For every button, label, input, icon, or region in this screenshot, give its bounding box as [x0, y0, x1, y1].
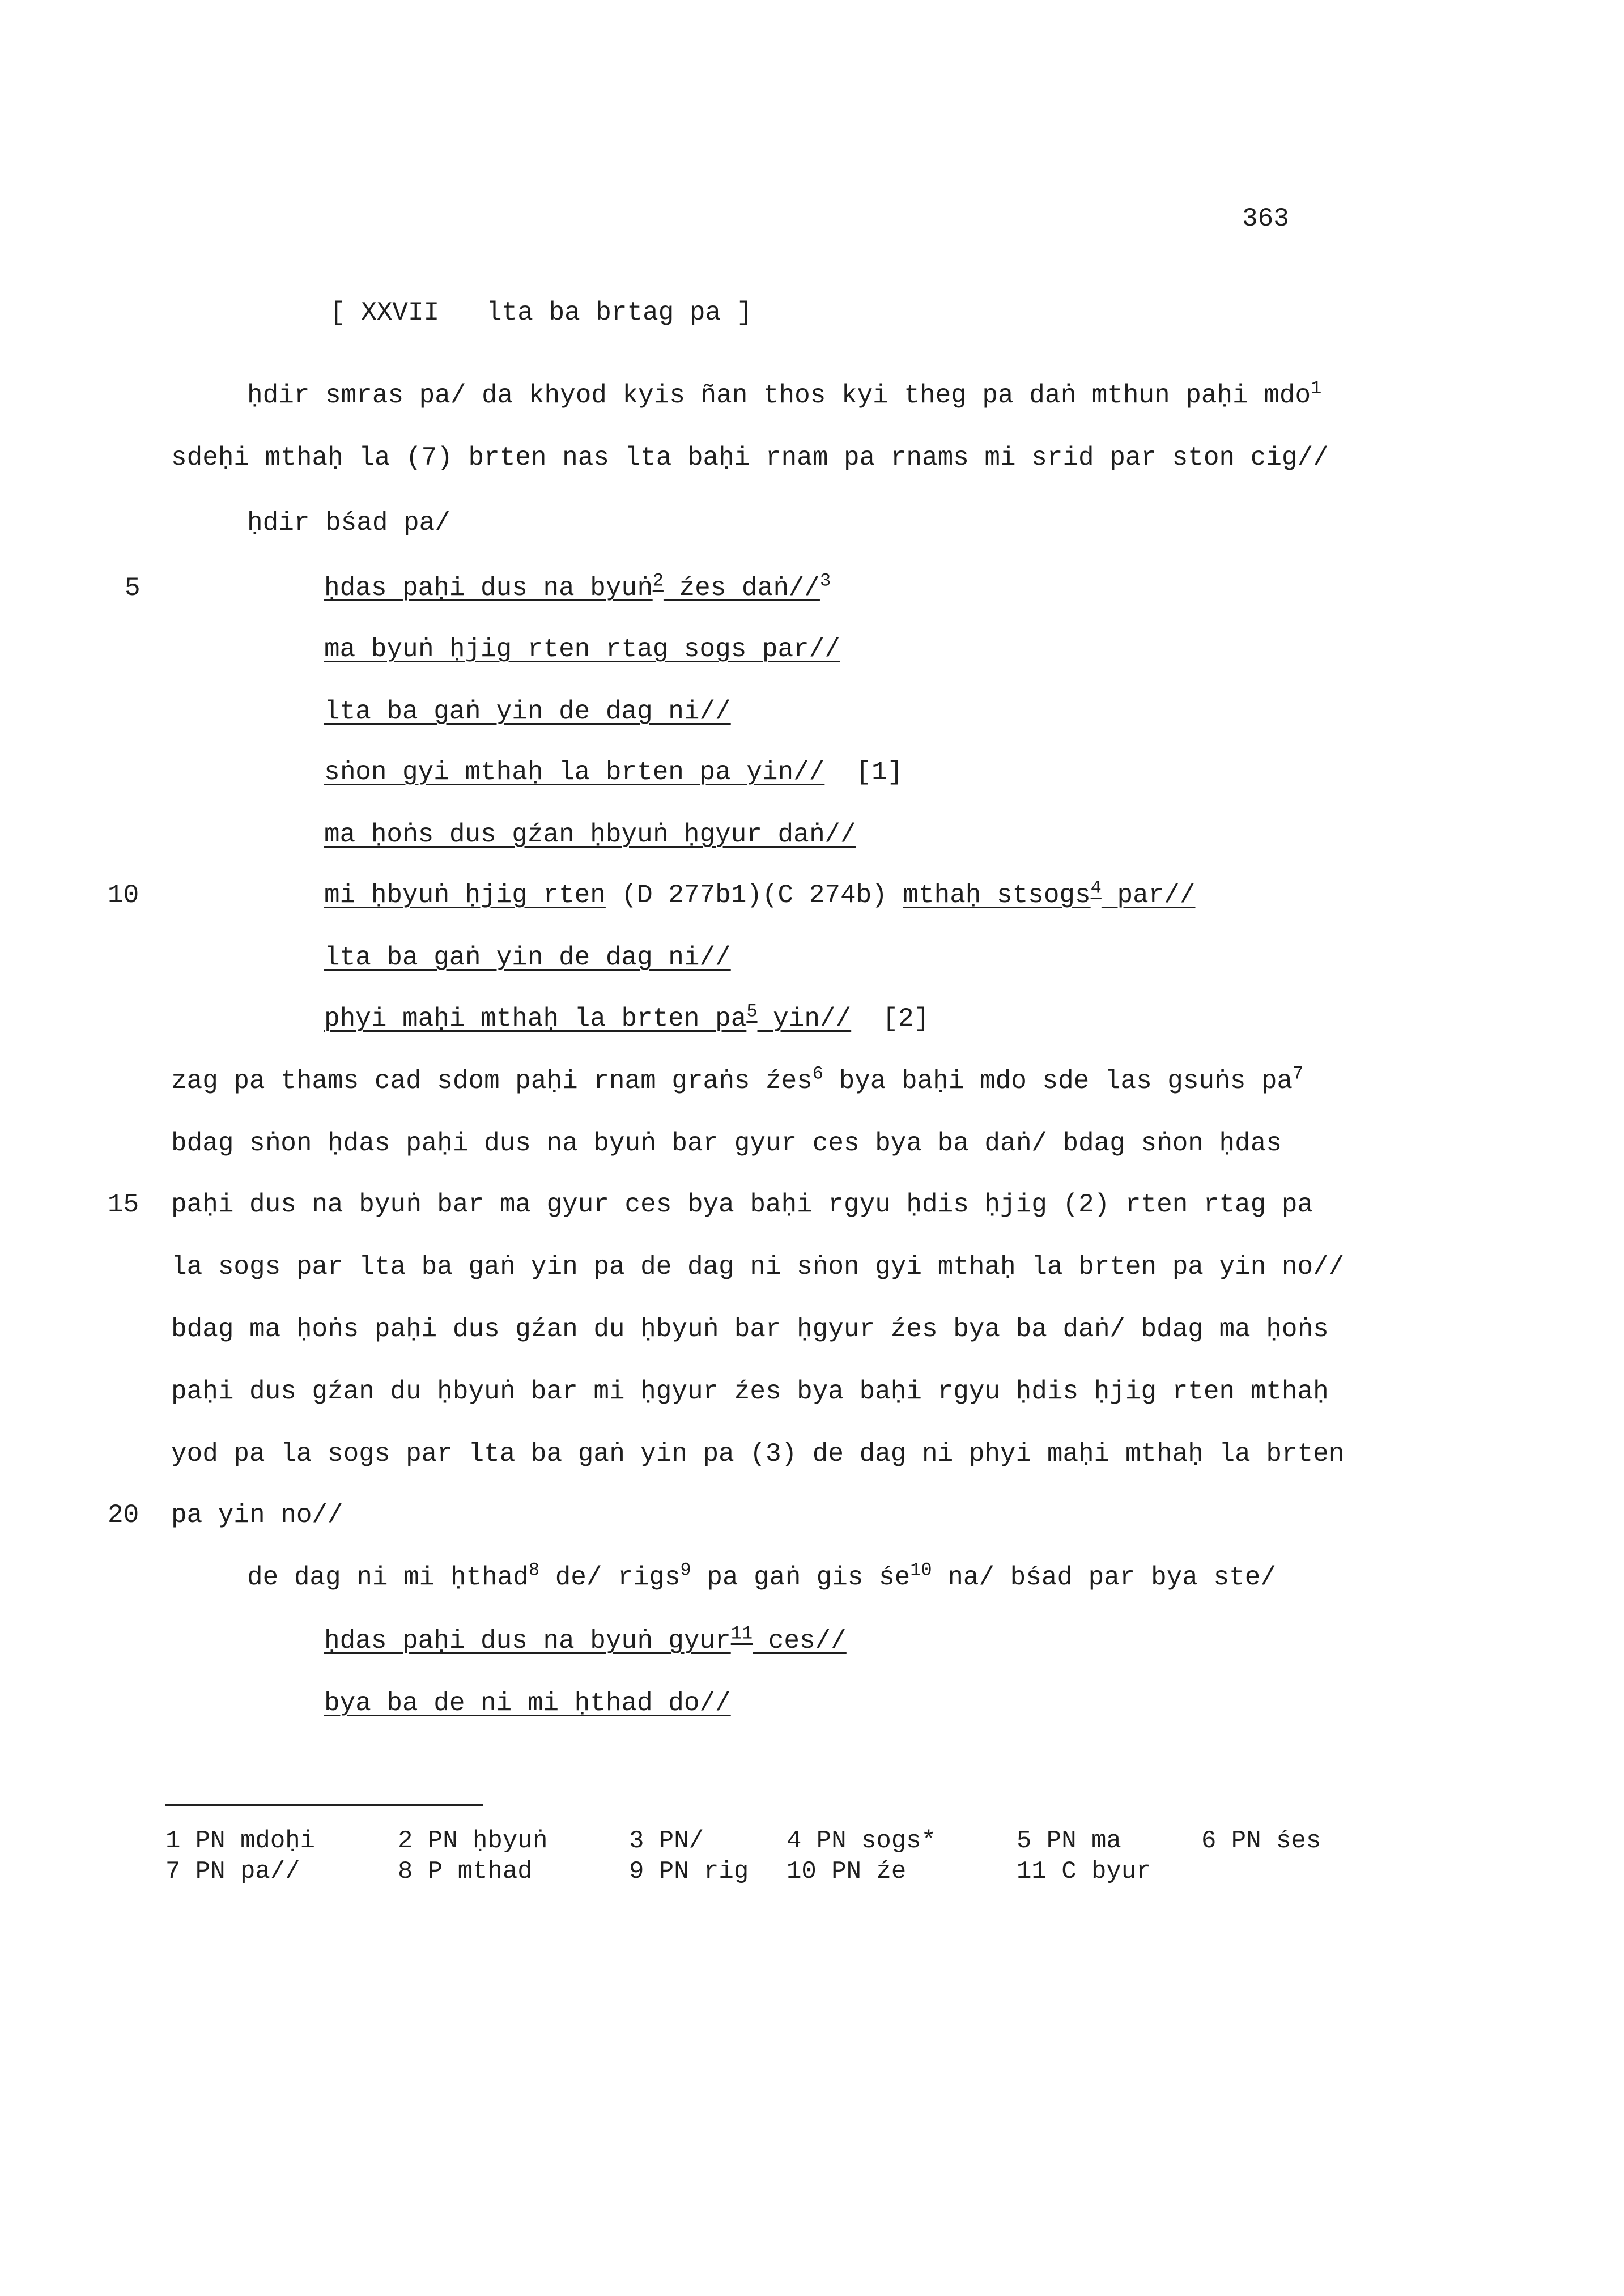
text-segment: [1] — [824, 758, 903, 787]
footnote-marker: 4 — [1090, 877, 1102, 899]
footnote-marker: 8 — [528, 1559, 540, 1581]
text-segment: de dag ni mi ḥthad — [247, 1563, 529, 1592]
text-line — [324, 1687, 731, 1719]
text-segment: na/ bśad par bya ste/ — [932, 1563, 1276, 1592]
text-segment: ma byuṅ ḥjig rten rtag sogs par// — [324, 635, 840, 664]
footnote-entry: 1 PN mdoḥi — [165, 1827, 316, 1855]
text-segment: sṅon gyi mthaḥ la brten pa yin// — [324, 758, 825, 787]
line-number: 15 — [108, 1190, 139, 1219]
footnote-marker: 6 — [812, 1063, 823, 1085]
footnote-marker: 7 — [1293, 1063, 1304, 1085]
text-line — [247, 507, 450, 539]
footnote-entry: 4 PN sogs* — [787, 1827, 937, 1855]
text-segment: de/ rigs — [539, 1563, 681, 1592]
footnote-entry: 9 PN rig — [629, 1857, 749, 1886]
text-segment: ma ḥoṅs dus gźan ḥbyuṅ ḥgyur daṅ// — [324, 820, 856, 849]
text-line — [324, 1625, 847, 1657]
footnote-entry: 3 PN/ — [629, 1827, 704, 1855]
text-line — [171, 1313, 1329, 1345]
text-segment: sdeḥi mthaḥ la (7) brten nas lta baḥi rnam pa rnams mi srid par ston cig// — [171, 443, 1329, 473]
text-segment: par// — [1101, 881, 1196, 910]
text-line — [171, 1376, 1329, 1408]
line-number: 10 — [108, 881, 139, 910]
footnote-entry: 6 PN śes — [1201, 1827, 1321, 1855]
text-line — [324, 1003, 929, 1035]
text-segment: ḥdir bśad pa/ — [247, 508, 450, 538]
text-line — [324, 942, 731, 973]
text-line — [171, 1251, 1344, 1283]
text-segment: [2] — [851, 1004, 930, 1034]
text-segment: lta ba gaṅ yin de dag ni// — [324, 697, 731, 726]
text-segment: ces// — [753, 1626, 847, 1656]
text-segment: bdag sṅon ḥdas paḥi dus na byuṅ bar gyur ces bya ba daṅ/ bdag sṅon ḥdas — [171, 1129, 1282, 1158]
text-segment: bya baḥi mdo sde las gsuṅs pa — [823, 1066, 1293, 1096]
text-segment: yin// — [757, 1004, 852, 1034]
footnote-entry: 8 P mthad — [398, 1857, 533, 1886]
text-segment: (D 277b1)(C 274b) — [605, 881, 903, 910]
text-segment: bya ba de ni mi ḥthad do// — [324, 1689, 731, 1718]
line-number: 20 — [108, 1500, 139, 1530]
text-line — [247, 1559, 1276, 1593]
text-segment: źes daṅ// — [663, 573, 820, 603]
text-segment: lta ba gaṅ yin de dag ni// — [324, 943, 731, 972]
text-segment: ḥdas paḥi dus na byuṅ gyur — [324, 1626, 731, 1656]
footnote-marker: 10 — [910, 1559, 932, 1581]
footnote-marker: 9 — [680, 1559, 691, 1581]
text-segment: ḥdas paḥi dus na byuṅ — [324, 573, 653, 603]
page-number: 363 — [1242, 204, 1289, 233]
footnote-marker: 3 — [819, 570, 831, 592]
footnote-marker: 11 — [730, 1623, 753, 1644]
text-segment: paḥi dus gźan du ḥbyuṅ bar mi ḥgyur źes bya baḥi rgyu ḥdis ḥjig rten mthaḥ — [171, 1377, 1329, 1406]
text-segment: zag pa thams cad sdom paḥi rnam graṅs źes — [171, 1066, 813, 1096]
text-line — [324, 819, 856, 851]
text-line — [171, 1499, 343, 1531]
text-line — [324, 633, 840, 665]
footnote-marker: 1 — [1311, 377, 1322, 399]
text-line — [324, 572, 831, 604]
footnote-entry: 5 PN ma — [1017, 1827, 1121, 1855]
text-segment: paḥi dus na byuṅ bar ma gyur ces bya baḥi rgyu ḥdis ḥjig (2) rten rtag pa — [171, 1190, 1313, 1219]
text-segment: pa gaṅ gis śe — [691, 1563, 911, 1592]
text-segment: phyi maḥi mthaḥ la brten pa — [324, 1004, 747, 1034]
text-line — [171, 1438, 1344, 1470]
text-line — [171, 442, 1329, 474]
text-segment: bdag ma ḥoṅs paḥi dus gźan du ḥbyuṅ bar ḥgyur źes bya ba daṅ/ bdag ma ḥoṅs — [171, 1315, 1329, 1344]
footnote-entry: 10 PN źe — [787, 1857, 907, 1886]
text-segment: ḥdir smras pa/ da khyod kyis ñan thos kyi theg pa daṅ mthun paḥi mdo — [247, 381, 1311, 410]
footnote-entry: 11 C byur — [1017, 1857, 1151, 1886]
footnote-entry: 2 PN ḥbyuṅ — [398, 1827, 548, 1855]
text-line — [324, 879, 1196, 911]
text-line — [324, 696, 731, 728]
footnote-marker: 2 — [652, 570, 664, 592]
text-line — [324, 756, 903, 788]
text-segment: pa yin no// — [171, 1500, 343, 1530]
text-line — [171, 1128, 1282, 1159]
footnote-rule — [165, 1804, 483, 1806]
text-segment: mi ḥbyuṅ ḥjig rten — [324, 881, 606, 910]
text-line — [171, 1189, 1313, 1221]
footnote-entry: 7 PN pa// — [165, 1857, 300, 1886]
footnote-marker: 5 — [746, 1001, 758, 1022]
section-heading: [ XXVII lta ba brtag pa ] — [330, 298, 753, 328]
line-number: 5 — [125, 573, 141, 603]
text-segment: yod pa la sogs par lta ba gaṅ yin pa (3) de dag ni phyi maḥi mthaḥ la brten — [171, 1439, 1345, 1469]
text-line — [247, 377, 1322, 411]
text-segment: la sogs par lta ba gaṅ yin pa de dag ni sṅon gyi mthaḥ la brten pa yin no// — [171, 1252, 1345, 1282]
text-line — [171, 1065, 1303, 1097]
text-segment: mthaḥ stsogs — [903, 881, 1091, 910]
